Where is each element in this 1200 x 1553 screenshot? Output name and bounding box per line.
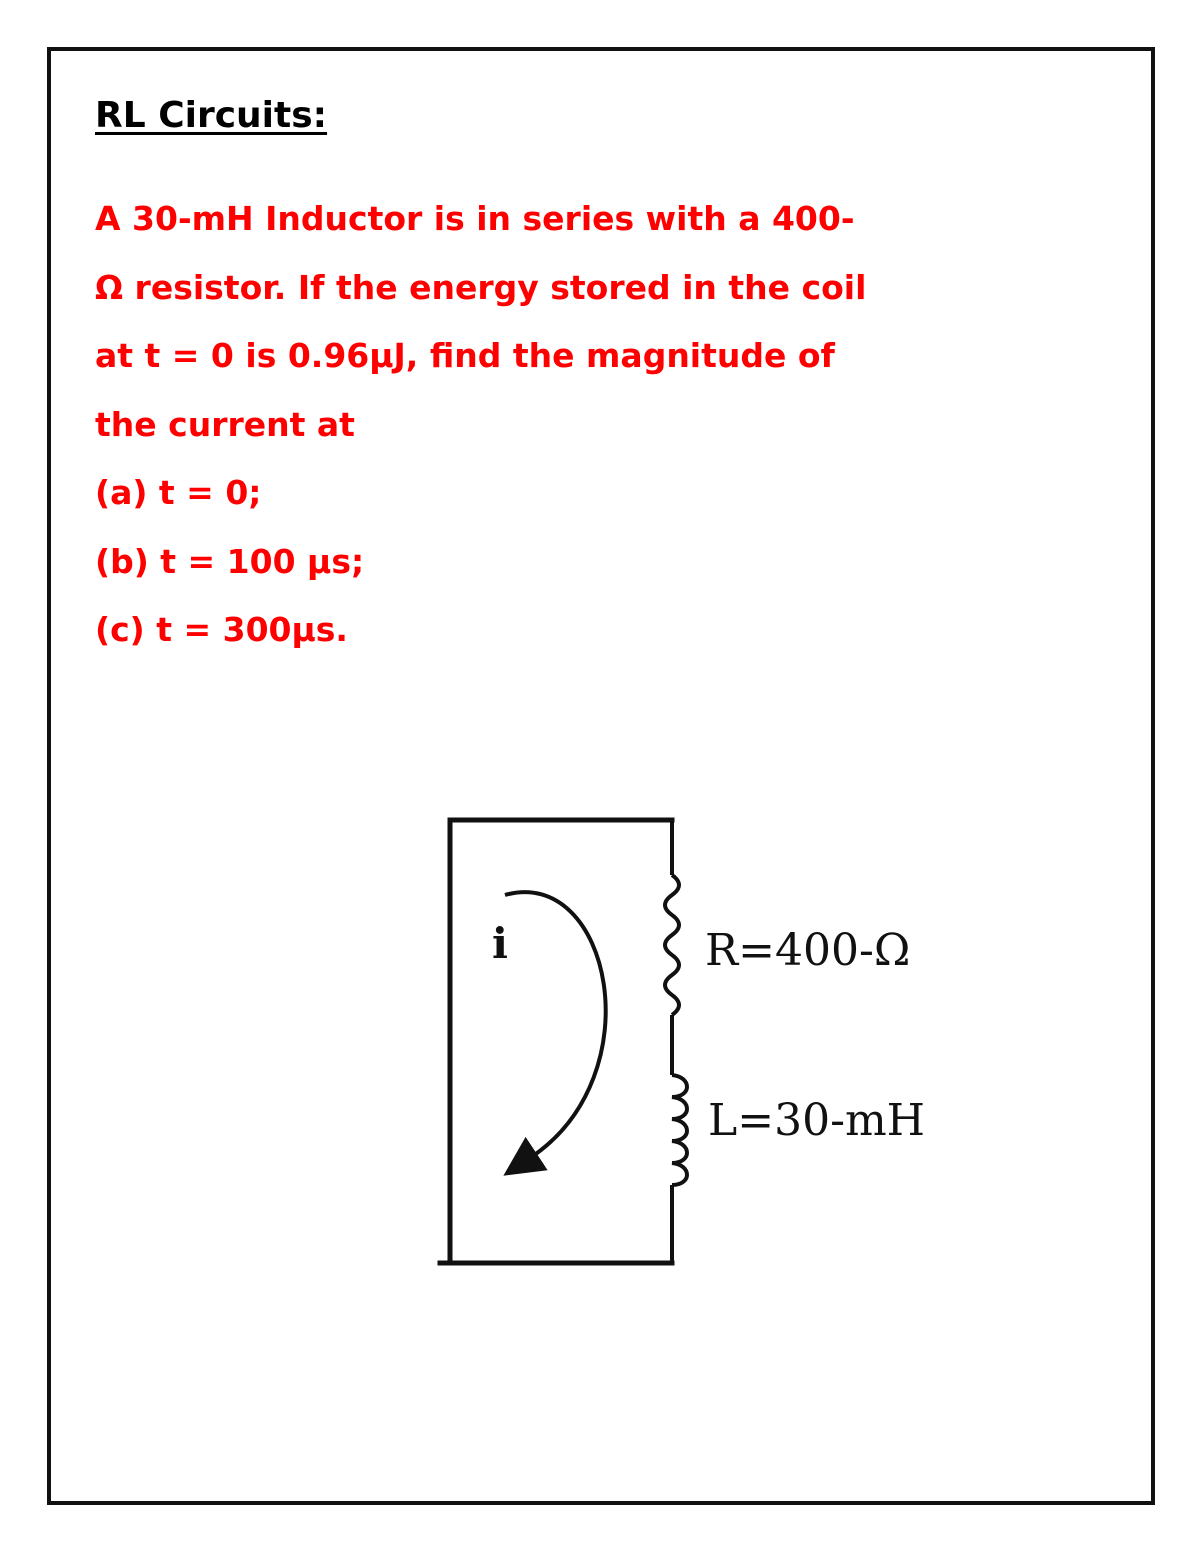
- problem-statement: [95, 185, 1055, 665]
- problem-line: A 30-mH Inductor is in series with a 400-: [95, 199, 855, 238]
- inductor-label: L=30-mH: [708, 1095, 926, 1146]
- resistor-label: R=400-Ω: [705, 925, 911, 976]
- problem-line: at t = 0 is 0.96μJ, find the magnitude of: [95, 336, 835, 375]
- problem-line: Ω resistor. If the energy stored in the coil: [95, 267, 867, 307]
- resistor-symbol: [665, 875, 679, 1015]
- problem-part-c: (c) t = 300μs.: [95, 610, 348, 649]
- inductor-symbol: [672, 1075, 687, 1185]
- problem-part-b: (b) t = 100 μs;: [95, 541, 365, 581]
- problem-part-a: (a) t = 0;: [95, 473, 262, 512]
- current-label: i: [492, 919, 508, 968]
- circuit-diagram: [390, 765, 1010, 1285]
- problem-line: the current at: [95, 404, 355, 444]
- document-heading: RL Circuits:: [95, 95, 328, 136]
- current-direction-arrow: [505, 892, 606, 1158]
